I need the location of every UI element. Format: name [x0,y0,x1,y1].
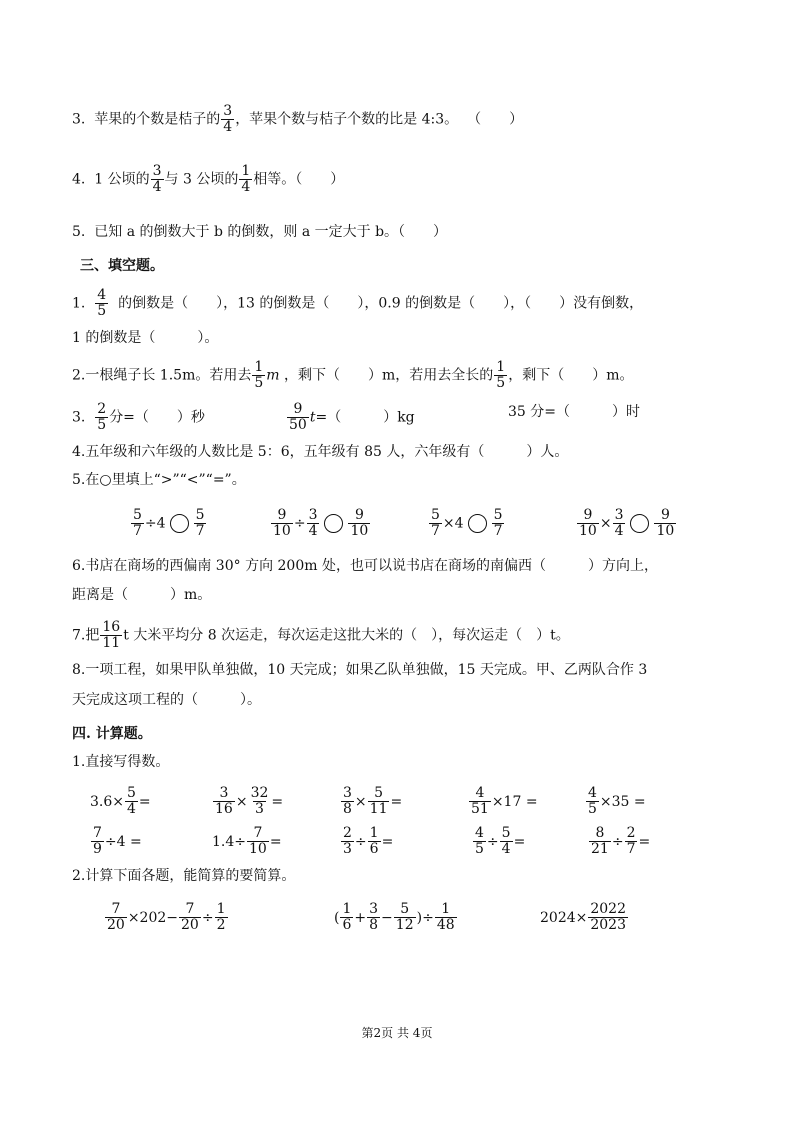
compare-circle[interactable] [468,514,487,533]
fraction: $\frac{9}{10}$ [656,507,675,539]
calc-item[interactable]: 3.6× $\frac{5}{4}$ = [90,785,151,817]
fill-q2: 2.一根绳子长 1.5m。若用去 $\frac{1}{5}$ m ，剩下（ ）m，若用去全长的 $\frac{1}{5}$ ，剩下（ ）m。 [72,359,634,391]
fill-q1-line2[interactable]: 1 的倒数是（ ）。 [72,330,219,346]
fraction: $\frac{5}{12}$ [395,901,414,933]
answer-blank[interactable]: （ ） [295,171,345,188]
calc-item[interactable]: $\frac{3}{8}$ × $\frac{5}{11}$ = [343,785,403,817]
fraction: $\frac{2}{3}$ [343,825,352,857]
compare-item-2: $\frac{9}{10}$ ÷ $\frac{3}{4}$ $\frac{9}{10}$ [273,507,369,539]
compare-item-4: $\frac{9}{10}$ × $\frac{3}{4}$ $\frac{9}{10}$ [579,507,675,539]
calc-item[interactable]: 1.4÷ $\frac{7}{10}$ = [212,825,282,857]
fraction: $\frac{16}{11}$ [102,619,121,651]
page-footer: 第2页 共 4页 [361,1026,433,1040]
fill-q3-b: $\frac{9}{50}$ t=（ ）kg [289,401,415,433]
compare-circle[interactable] [324,514,343,533]
judge-q3: 3. 苹果的个数是桔子的 $\frac{3}{4}$ ，苹果个数与桔子个数的比是 4:3。 （ ） [72,103,524,135]
fill-q8-line2[interactable]: 天完成这项工程的（ ）。 [72,692,261,708]
calc-item[interactable]: $\frac{4}{51}$ ×17 = [471,785,538,817]
calc-expr-1[interactable]: $\frac{7}{20}$ ×202− $\frac{7}{20}$ ÷ $\frac{1}{2}$ [107,901,226,933]
fraction: $\frac{1}{6}$ [342,901,352,933]
fraction: $\frac{5}{4}$ [501,825,511,857]
fill-q6-line2[interactable]: 距离是（ ）m。 [72,587,212,603]
fill-q3: 3. $\frac{2}{5}$ 分=（ ）秒 [72,401,205,433]
calc-2-title: 2.计算下面各题，能简算的要简算。 [72,868,296,884]
fill-q4[interactable]: 4.五年级和六年级的人数比是 5：6，五年级有 85 人，六年级有（ ）人。 [72,444,569,460]
calc-item[interactable]: $\frac{4}{5}$ ÷ $\frac{5}{4}$ = [475,825,526,857]
fraction: $\frac{7}{20}$ [181,901,199,933]
compare-item-3: $\frac{5}{7}$ ×4 $\frac{5}{7}$ [431,507,503,539]
fill-q5: 5.在○里填上“>”“<”“=”。 [72,472,246,488]
fraction: $\frac{1}{4}$ [241,163,251,195]
fraction: $\frac{5}{7}$ [195,507,205,539]
fraction: $\frac{3}{8}$ [369,901,379,933]
fraction: $\frac{7}{9}$ [93,825,102,857]
compare-circle[interactable] [630,514,649,533]
fraction: $\frac{2}{5}$ [97,401,107,433]
calc-item[interactable]: $\frac{8}{21}$ ÷ $\frac{2}{7}$ = [591,825,651,857]
calc-item[interactable]: $\frac{4}{5}$ ×35 = [588,785,646,817]
answer-blank[interactable]: （ ） [398,224,448,240]
fraction: $\frac{5}{7}$ [133,507,142,539]
fill-q6[interactable]: 6.书店在商场的西偏南 30° 方向 200m 处，也可以说书店在商场的南偏西（ ）方向上， [72,558,658,574]
fill-q1: 1. $\frac{4}{5}$ 的倒数是（ ），13 的倒数是（ ），0.9 的倒数是（ ），（ ）没有倒数， [72,287,644,319]
fraction: $\frac{32}{3}$ [250,785,269,817]
fraction: $\frac{7}{10}$ [249,825,267,857]
fraction: $\frac{5}{4}$ [127,785,136,817]
fraction: $\frac{4}{5}$ [588,785,597,817]
compare-item-1: $\frac{5}{7}$ ÷4 $\frac{5}{7}$ [133,507,205,539]
calc-expr-2[interactable]: ( $\frac{1}{6}$ + $\frac{3}{8}$ − $\frac{5}{12}$ )÷ $\frac{1}{48}$ [334,901,455,933]
fraction: $\frac{4}{5}$ [97,287,107,319]
fraction: $\frac{3}{4}$ [152,163,162,195]
fraction: $\frac{3}{4}$ [308,507,318,539]
fraction: $\frac{3}{16}$ [215,785,233,817]
calc-item[interactable]: $\frac{3}{16}$ × $\frac{32}{3}$ = [215,785,284,817]
fraction: $\frac{5}{7}$ [493,507,503,539]
fraction: $\frac{9}{10}$ [273,507,291,539]
fraction: $\frac{5}{11}$ [369,785,388,817]
calc-1-title: 1.直接写得数。 [72,754,170,770]
answer-blank[interactable]: （ ） [467,111,524,128]
fraction: $\frac{3}{8}$ [343,785,352,817]
fraction: $\frac{1}{5}$ [254,359,264,391]
fraction: $\frac{1}{2}$ [216,901,226,933]
calc-item[interactable]: $\frac{2}{3}$ ÷ $\frac{1}{6}$ = [343,825,394,857]
fraction: $\frac{1}{6}$ [369,825,379,857]
calc-expr-3[interactable]: 2024× $\frac{2022}{2023}$ [540,901,626,933]
fraction: $\frac{9}{50}$ [289,401,307,433]
judge-q5: 5. 已知 a 的倒数大于 b 的倒数，则 a 一定大于 b。（ ） [72,224,448,240]
fraction: $\frac{2022}{2023}$ [590,901,626,933]
fraction: $\frac{4}{51}$ [471,785,489,817]
fraction: $\frac{2}{7}$ [626,825,636,857]
fraction: $\frac{3}{4}$ [614,507,624,539]
fraction: $\frac{8}{21}$ [591,825,609,857]
section-fill-title: 三、填空题。 [80,258,164,274]
fraction: $\frac{5}{7}$ [431,507,440,539]
fraction: $\frac{3}{4}$ [223,103,233,135]
calc-item[interactable]: $\frac{7}{9}$ ÷4 = [93,825,142,857]
fill-q3-c[interactable]: 35 分=（ ）时 [508,404,640,420]
fraction: $\frac{9}{10}$ [579,507,597,539]
fill-q8: 8.一项工程，如果甲队单独做，10 天完成；如果乙队单独做，15 天完成。甲、乙两队合作 3 [72,662,648,678]
fraction: $\frac{9}{10}$ [350,507,369,539]
compare-circle[interactable] [170,514,189,533]
fraction: $\frac{1}{48}$ [436,901,455,933]
section-calc-title: 四. 计算题。 [72,726,152,742]
fraction: $\frac{7}{20}$ [107,901,125,933]
judge-q4: 4. 1 公顷的 $\frac{3}{4}$ 与 3 公顷的 $\frac{1}{4}$ 相等。（ ） [72,163,345,195]
fraction: $\frac{1}{5}$ [496,359,506,391]
fill-q7: 7.把 $\frac{16}{11}$ t 大米平均分 8 次运走，每次运走这批大米的（ ），每次运走（ ）t。 [72,619,570,651]
fraction: $\frac{4}{5}$ [475,825,484,857]
